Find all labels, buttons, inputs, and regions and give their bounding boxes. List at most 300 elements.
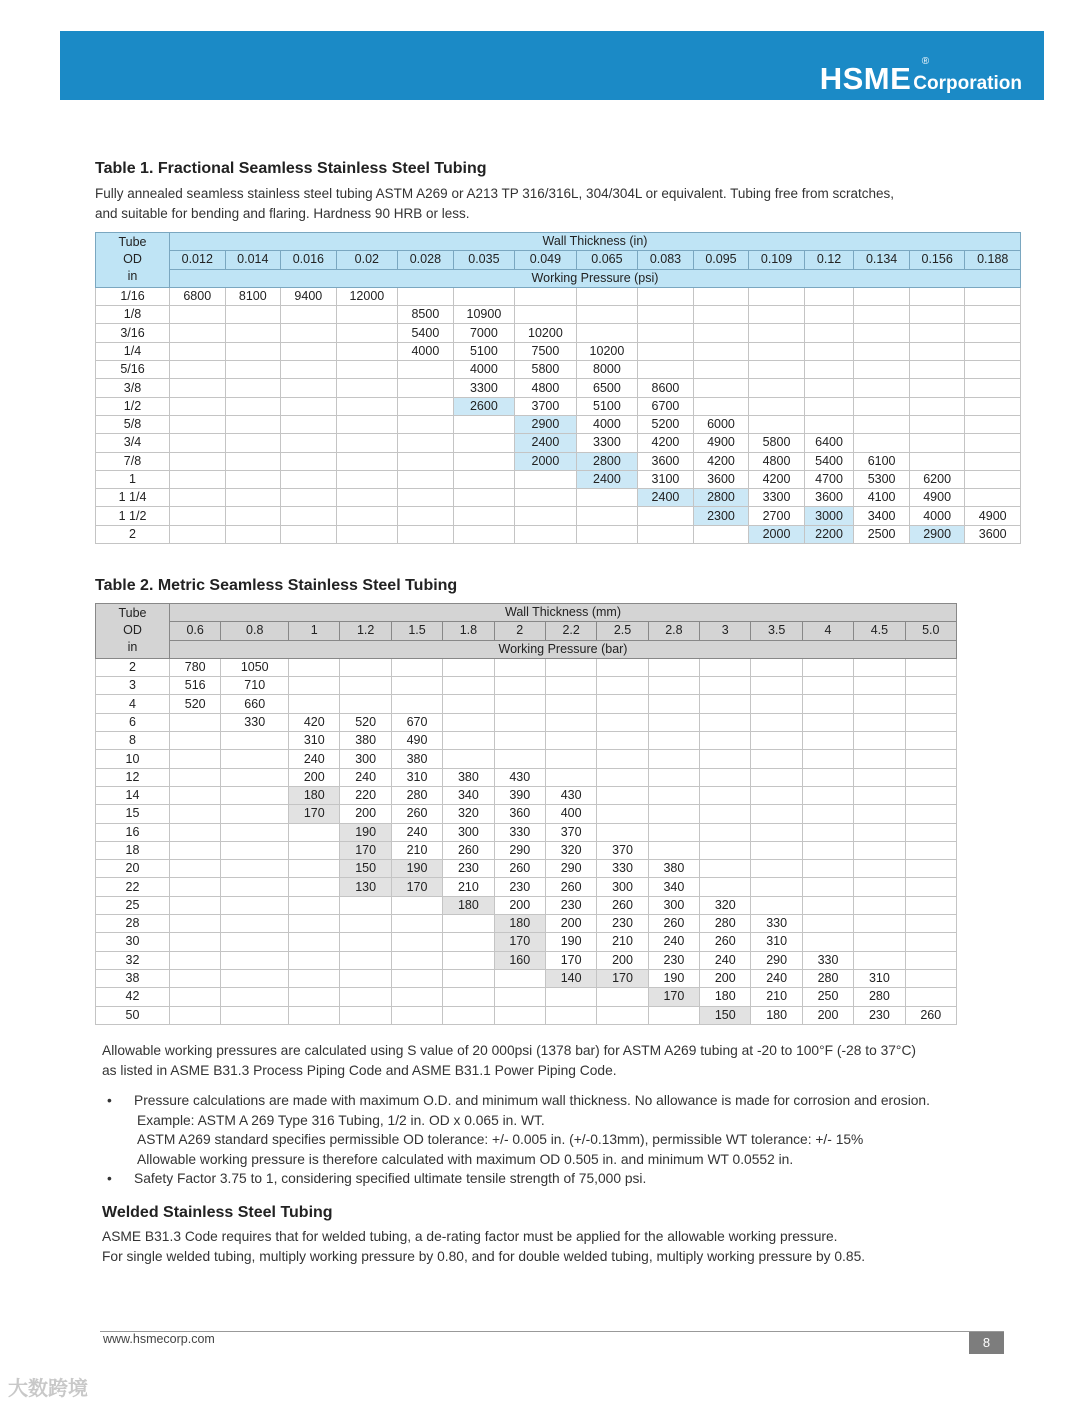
pressure-cell	[281, 415, 337, 433]
tube-od-cell: 16	[96, 823, 170, 841]
tube-label-line: OD	[123, 623, 142, 638]
pressure-cell	[225, 324, 281, 342]
column-header: 0.035	[453, 251, 515, 269]
pressure-cell	[905, 951, 956, 969]
pressure-cell	[281, 434, 337, 452]
pressure-cell	[751, 732, 802, 750]
pressure-cell	[854, 823, 905, 841]
pressure-cell	[289, 951, 340, 969]
tube-od-cell: 30	[96, 933, 170, 951]
pressure-cell	[221, 805, 289, 823]
pressure-cell: 300	[597, 878, 648, 896]
pressure-cell	[700, 732, 751, 750]
pressure-cell: 2200	[804, 525, 854, 543]
pressure-cell	[749, 306, 805, 324]
pressure-cell	[170, 860, 221, 878]
pressure-cell: 330	[802, 951, 853, 969]
pressure-cell	[545, 658, 596, 676]
pressure-cell: 2900	[515, 415, 577, 433]
table-row	[96, 507, 1021, 525]
pressure-cell	[281, 324, 337, 342]
pressure-cell	[391, 1006, 442, 1024]
pressure-cell	[802, 915, 853, 933]
pressure-cell	[170, 915, 221, 933]
pressure-cell	[170, 933, 221, 951]
tube-od-cell: 14	[96, 786, 170, 804]
pressure-cell	[909, 342, 965, 360]
pressure-cell	[398, 507, 454, 525]
pressure-cell	[751, 750, 802, 768]
pressure-cell: 2600	[453, 397, 515, 415]
pressure-cell	[494, 750, 545, 768]
pressure-cell	[905, 878, 956, 896]
pressure-cell	[289, 1006, 340, 1024]
pressure-cell: 170	[648, 988, 699, 1006]
pressure-cell	[802, 658, 853, 676]
pressure-cell: 210	[597, 933, 648, 951]
pressure-cell: 780	[170, 658, 221, 676]
tube-od-cell: 1/16	[96, 287, 170, 305]
pressure-cell: 4900	[693, 434, 749, 452]
pressure-cell	[225, 470, 281, 488]
pressure-cell	[170, 713, 221, 731]
pressure-cell: 10900	[453, 306, 515, 324]
pressure-cell	[597, 988, 648, 1006]
pressure-cell: 6500	[576, 379, 638, 397]
pressure-cell	[700, 786, 751, 804]
pressure-cell	[751, 805, 802, 823]
pressure-cell	[221, 860, 289, 878]
pressure-cell: 220	[340, 786, 391, 804]
pressure-cell	[597, 805, 648, 823]
pressure-cell	[802, 933, 853, 951]
column-header: 0.188	[965, 251, 1021, 269]
pressure-cell	[854, 287, 910, 305]
pressure-cell	[221, 933, 289, 951]
pressure-cell: 2800	[576, 452, 638, 470]
pressure-cell: 300	[648, 896, 699, 914]
pressure-cell	[398, 379, 454, 397]
pressure-cell	[749, 361, 805, 379]
pressure-cell	[221, 750, 289, 768]
pressure-cell	[693, 306, 749, 324]
pressure-cell	[336, 489, 398, 507]
pressure-cell: 2500	[854, 525, 910, 543]
pressure-cell	[648, 677, 699, 695]
pressure-cell: 3300	[749, 489, 805, 507]
pressure-cell	[804, 287, 854, 305]
pressure-cell: 200	[700, 969, 751, 987]
pressure-cell	[545, 750, 596, 768]
pressure-cell	[398, 452, 454, 470]
pressure-cell: 1050	[221, 658, 289, 676]
pressure-cell	[170, 896, 221, 914]
pressure-cell	[391, 677, 442, 695]
pressure-cell	[700, 823, 751, 841]
pressure-cell: 4900	[965, 507, 1021, 525]
column-header: 0.095	[693, 251, 749, 269]
pressure-cell	[909, 397, 965, 415]
pressure-cell	[336, 452, 398, 470]
tube-od-cell: 42	[96, 988, 170, 1006]
column-header: 0.028	[398, 251, 454, 269]
bullet-1	[107, 1091, 930, 1169]
pressure-cell	[170, 306, 226, 324]
pressure-cell	[576, 489, 638, 507]
pressure-cell	[170, 805, 221, 823]
pressure-cell: 200	[289, 768, 340, 786]
pressure-cell: 2400	[515, 434, 577, 452]
pressure-cell	[281, 489, 337, 507]
pressure-cell	[751, 860, 802, 878]
watermark: 大数跨境	[8, 1378, 88, 1400]
pressure-cell: 260	[545, 878, 596, 896]
pressure-cell	[648, 750, 699, 768]
pressure-cell	[854, 434, 910, 452]
notes-line1: Allowable working pressures are calculated using S value of 20 000psi (1378 bar) for ASTM A269 tubing at -20 to 100°F (-28 to 37°C)	[102, 1043, 917, 1058]
pressure-cell: 3300	[453, 379, 515, 397]
pressure-cell	[648, 658, 699, 676]
table-row	[96, 969, 957, 987]
table-row	[96, 361, 1021, 379]
pressure-cell: 310	[391, 768, 442, 786]
pressure-cell	[802, 695, 853, 713]
column-header: 2.5	[597, 622, 648, 640]
pressure-cell: 190	[648, 969, 699, 987]
pressure-cell	[494, 969, 545, 987]
pressure-cell	[905, 805, 956, 823]
pressure-cell	[905, 695, 956, 713]
pressure-cell: 3400	[854, 507, 910, 525]
pressure-cell: 4200	[693, 452, 749, 470]
tube-od-cell: 3/8	[96, 379, 170, 397]
tube-od-cell: 12	[96, 768, 170, 786]
pressure-cell	[340, 951, 391, 969]
column-header: 3	[700, 622, 751, 640]
pressure-cell: 310	[751, 933, 802, 951]
pressure-cell: 3000	[804, 507, 854, 525]
bullet-dot: •	[107, 1171, 112, 1186]
pressure-cell	[700, 658, 751, 676]
pressure-cell	[225, 361, 281, 379]
table-row	[96, 434, 1021, 452]
pressure-cell	[751, 677, 802, 695]
pressure-cell	[340, 1006, 391, 1024]
welded-line1: ASME B31.3 Code requires that for welded tubing, a de-rating factor must be applied for the allowable working pressure.	[102, 1229, 838, 1244]
pressure-cell	[336, 361, 398, 379]
pressure-cell	[597, 1006, 648, 1024]
pressure-cell: 10200	[515, 324, 577, 342]
pressure-cell	[170, 878, 221, 896]
pressure-cell	[289, 915, 340, 933]
pressure-cell	[453, 525, 515, 543]
pressure-cell: 3300	[576, 434, 638, 452]
pressure-cell	[398, 434, 454, 452]
pressure-cell: 430	[494, 768, 545, 786]
pressure-cell	[281, 470, 337, 488]
pressure-cell: 8100	[225, 287, 281, 305]
pressure-cell: 340	[443, 786, 494, 804]
pressure-cell	[854, 415, 910, 433]
pressure-cell: 6100	[854, 452, 910, 470]
table-row	[96, 287, 1021, 305]
pressure-cell	[751, 713, 802, 731]
column-header: 0.02	[336, 251, 398, 269]
tube-od-cell: 18	[96, 841, 170, 859]
pressure-cell: 250	[802, 988, 853, 1006]
pressure-cell: 10200	[576, 342, 638, 360]
pressure-cell	[289, 969, 340, 987]
pressure-cell: 660	[221, 695, 289, 713]
pressure-cell	[398, 415, 454, 433]
pressure-cell: 200	[802, 1006, 853, 1024]
table-row	[96, 342, 1021, 360]
pressure-cell	[909, 306, 965, 324]
page-number: 8	[969, 1332, 1004, 1354]
welded-title: Welded Stainless Steel Tubing	[102, 1204, 333, 1221]
table-row	[96, 1006, 957, 1024]
pressure-cell	[340, 969, 391, 987]
pressure-cell	[170, 470, 226, 488]
pressure-cell: 3600	[965, 525, 1021, 543]
pressure-cell	[398, 361, 454, 379]
pressure-cell	[515, 470, 577, 488]
pressure-cell: 180	[700, 988, 751, 1006]
tube-od-cell: 5/16	[96, 361, 170, 379]
table-row	[96, 379, 1021, 397]
pressure-cell	[170, 342, 226, 360]
pressure-cell	[909, 452, 965, 470]
pressure-cell	[391, 969, 442, 987]
pressure-cell	[281, 361, 337, 379]
pressure-cell	[443, 658, 494, 676]
pressure-cell	[545, 695, 596, 713]
pressure-cell	[545, 768, 596, 786]
pressure-cell	[336, 470, 398, 488]
pressure-cell	[576, 525, 638, 543]
pressure-cell: 5200	[638, 415, 694, 433]
pressure-cell	[597, 713, 648, 731]
pressure-cell: 170	[597, 969, 648, 987]
pressure-cell	[804, 361, 854, 379]
pressure-cell	[494, 713, 545, 731]
pressure-cell: 280	[854, 988, 905, 1006]
pressure-cell	[648, 732, 699, 750]
pressure-cell	[398, 287, 454, 305]
table1-desc-line1: Fully annealed seamless stainless steel tubing ASTM A269 or A213 TP 316/316L, 304/304L or equivalent. Tubing free from scratches,	[95, 186, 894, 201]
pressure-cell	[854, 860, 905, 878]
pressure-cell	[854, 750, 905, 768]
pressure-cell	[909, 379, 965, 397]
pressure-cell: 290	[494, 841, 545, 859]
pressure-cell	[854, 379, 910, 397]
column-header: 0.156	[909, 251, 965, 269]
pressure-cell	[576, 324, 638, 342]
tube-od-cell: 8	[96, 732, 170, 750]
pressure-cell	[905, 988, 956, 1006]
pressure-cell	[751, 878, 802, 896]
pressure-cell	[854, 342, 910, 360]
pressure-cell	[854, 658, 905, 676]
column-header: 1	[289, 622, 340, 640]
pressure-cell	[340, 915, 391, 933]
pressure-cell	[638, 361, 694, 379]
pressure-cell	[281, 342, 337, 360]
pressure-cell	[909, 434, 965, 452]
pressure-cell	[965, 415, 1021, 433]
pressure-cell: 230	[597, 915, 648, 933]
pressure-cell	[854, 915, 905, 933]
tube-od-cell: 22	[96, 878, 170, 896]
pressure-cell	[170, 1006, 221, 1024]
header-row	[96, 604, 957, 622]
pressure-cell: 6400	[804, 434, 854, 452]
pressure-cell	[336, 507, 398, 525]
pressure-cell	[494, 658, 545, 676]
pressure-cell: 4800	[515, 379, 577, 397]
pressure-cell	[905, 786, 956, 804]
column-header: 0.012	[170, 251, 226, 269]
pressure-cell	[802, 878, 853, 896]
pressure-cell: 4700	[804, 470, 854, 488]
pressure-cell: 520	[170, 695, 221, 713]
pressure-cell: 190	[391, 860, 442, 878]
pressure-cell	[221, 768, 289, 786]
pressure-cell	[289, 841, 340, 859]
pressure-cell: 240	[648, 933, 699, 951]
pressure-cell	[494, 695, 545, 713]
pressure-cell: 4800	[749, 452, 805, 470]
column-header: 0.065	[576, 251, 638, 269]
pressure-cell: 240	[751, 969, 802, 987]
pressure-cell	[749, 415, 805, 433]
pressure-cell: 5400	[398, 324, 454, 342]
tube-od-cell: 28	[96, 915, 170, 933]
pressure-cell	[453, 470, 515, 488]
pressure-cell	[398, 489, 454, 507]
tube-od-header	[96, 604, 170, 659]
pressure-cell	[443, 750, 494, 768]
column-header: 2.2	[545, 622, 596, 640]
pressure-cell	[854, 677, 905, 695]
tube-od-cell: 1	[96, 470, 170, 488]
table-row	[96, 896, 957, 914]
pressure-cell: 330	[751, 915, 802, 933]
hsme-logo	[819, 56, 1022, 97]
pressure-cell	[804, 306, 854, 324]
tube-od-cell: 1/8	[96, 306, 170, 324]
pressure-cell	[170, 361, 226, 379]
pressure-cell	[170, 397, 226, 415]
pressure-cell	[965, 342, 1021, 360]
pressure-cell: 2300	[693, 507, 749, 525]
pressure-cell: 200	[494, 896, 545, 914]
pressure-cell	[854, 786, 905, 804]
pressure-cell	[648, 786, 699, 804]
tube-od-cell: 3/4	[96, 434, 170, 452]
pressure-cell	[638, 324, 694, 342]
pressure-cell	[289, 988, 340, 1006]
pressure-cell	[221, 732, 289, 750]
column-header: 5.0	[905, 622, 956, 640]
table-row	[96, 732, 957, 750]
pressure-cell	[700, 713, 751, 731]
pressure-cell	[749, 397, 805, 415]
pressure-cell	[905, 860, 956, 878]
pressure-cell	[905, 969, 956, 987]
column-header: 1.5	[391, 622, 442, 640]
pressure-cell	[545, 677, 596, 695]
pressure-cell	[693, 342, 749, 360]
pressure-cell	[693, 379, 749, 397]
pressure-cell	[597, 786, 648, 804]
pressure-cell	[751, 768, 802, 786]
pressure-cell	[802, 677, 853, 695]
pressure-cell	[965, 434, 1021, 452]
pressure-cell: 330	[221, 713, 289, 731]
tube-od-cell: 15	[96, 805, 170, 823]
pressure-cell	[854, 732, 905, 750]
pressure-cell	[289, 878, 340, 896]
table-row	[96, 489, 1021, 507]
table-row	[96, 878, 957, 896]
column-header: 0.083	[638, 251, 694, 269]
pressure-cell	[391, 896, 442, 914]
pressure-cell	[905, 713, 956, 731]
pressure-cell	[281, 379, 337, 397]
pressure-cell	[802, 768, 853, 786]
pressure-cell	[751, 695, 802, 713]
pressure-cell: 260	[905, 1006, 956, 1024]
pressure-row	[96, 269, 1021, 287]
pressure-cell	[225, 434, 281, 452]
pressure-cell: 2900	[909, 525, 965, 543]
pressure-cell	[289, 933, 340, 951]
pressure-cell	[693, 397, 749, 415]
logo-corp: Corporation	[913, 73, 1022, 94]
pressure-cell	[170, 786, 221, 804]
pressure-cell: 380	[648, 860, 699, 878]
pressure-cell	[576, 287, 638, 305]
pressure-cell	[545, 732, 596, 750]
pressure-cell	[638, 306, 694, 324]
pressure-cell: 280	[802, 969, 853, 987]
tube-od-cell: 3/16	[96, 324, 170, 342]
tube-od-cell: 1/2	[96, 397, 170, 415]
footer-url[interactable]: www.hsmecorp.com	[103, 1332, 215, 1346]
pressure-cell: 300	[340, 750, 391, 768]
pressure-cell	[170, 988, 221, 1006]
bullet-1-line3: ASTM A269 standard specifies permissible OD tolerance: +/- 0.005 in. (+/-0.13mm), permissible WT tolerance: +/- 15%	[137, 1132, 864, 1148]
tube-od-cell: 4	[96, 695, 170, 713]
pressure-cell: 310	[289, 732, 340, 750]
pressure-cell	[221, 841, 289, 859]
pressure-cell: 2700	[749, 507, 805, 525]
pressure-cell	[700, 677, 751, 695]
pressure-cell	[854, 951, 905, 969]
pressure-cell	[751, 823, 802, 841]
pressure-cell	[281, 397, 337, 415]
pressure-cell	[854, 324, 910, 342]
pressure-cell: 4000	[398, 342, 454, 360]
pressure-cell	[391, 951, 442, 969]
pressure-cell: 280	[700, 915, 751, 933]
pressure-cell	[336, 379, 398, 397]
tube-label-line: Tube	[118, 235, 147, 250]
column-header: 4.5	[854, 622, 905, 640]
table1-title: Table 1. Fractional Seamless Stainless Steel Tubing	[95, 160, 487, 177]
pressure-cell	[802, 713, 853, 731]
